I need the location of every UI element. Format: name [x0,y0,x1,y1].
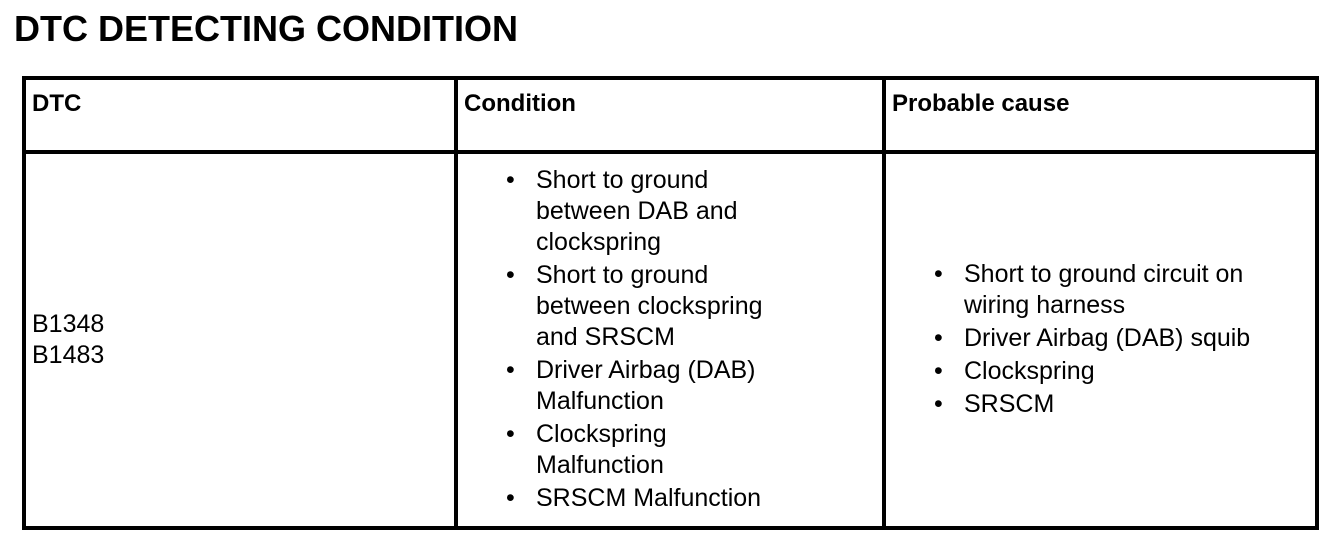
cause-text: Clockspring [964,356,1095,385]
dtc-table [22,76,1319,530]
dtc-code: B1483 [32,341,105,369]
table-row [24,152,1317,528]
cause-text: Driver Airbag (DAB) squib [964,323,1251,352]
cause-text: SRSCM [964,389,1055,418]
bullet-icon: • [506,483,515,512]
condition-text: Clockspring Malfunction [536,419,667,479]
bullet-icon: • [506,260,515,289]
bullet-icon: • [934,389,943,418]
condition-text: Driver Airbag (DAB) Malfunction [536,355,756,415]
bullet-icon: • [934,259,943,288]
list-item [934,323,1254,354]
list-item [934,259,1254,321]
dtc-cell [24,152,456,528]
cause-text: Short to ground circuit on wiring harness [964,259,1244,319]
condition-cell [456,152,884,528]
list-item [934,356,1254,387]
condition-text: Short to ground between clockspring and SRSCM [536,260,763,351]
bullet-icon: • [506,355,515,384]
list-item [506,483,796,514]
condition-list [458,165,796,514]
condition-text: Short to ground between DAB and clockspring [536,165,738,256]
dtc-code: B1348 [32,310,105,338]
cause-cell [884,152,1317,528]
header-cause [884,78,1317,152]
bullet-icon: • [934,323,943,352]
list-item [506,355,796,417]
header-dtc [24,78,456,152]
bullet-icon: • [934,356,943,385]
list-item [506,419,796,481]
bullet-icon: • [506,419,515,448]
condition-text: SRSCM Malfunction [536,483,762,512]
cause-list [886,259,1254,420]
page-title: DTC DETECTING CONDITION [14,8,518,49]
header-condition [456,78,884,152]
list-item [934,389,1254,420]
header-dtc-label: DTC [32,90,82,117]
list-item [506,165,796,258]
list-item [506,260,796,353]
table-header-row [24,78,1317,152]
header-condition-label: Condition [464,90,576,117]
bullet-icon: • [506,165,515,194]
header-cause-label: Probable cause [892,90,1070,117]
